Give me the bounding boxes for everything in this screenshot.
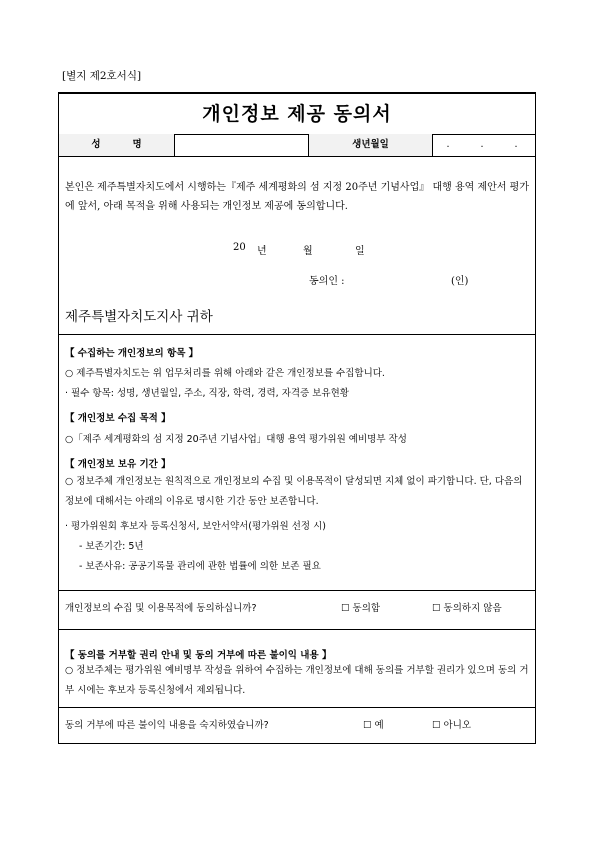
birthdate-field[interactable]: . . . — [446, 139, 532, 150]
birthdate-label: 생년월일 — [309, 134, 433, 156]
purpose-line-1: ○「제주 세계평화의 섬 지정 20주년 기념사업」대행 용역 평가위원 예비명부 작성 — [65, 434, 407, 445]
date-year: 20 — [233, 242, 246, 253]
period-line-2: · 평가위원회 후보자 등록신청서, 보안서약서(평가위원 선정 시) — [65, 521, 326, 532]
date-month-unit: 월 — [303, 246, 313, 257]
form-number: [별지 제2호서식] — [62, 70, 142, 82]
yes-checkbox[interactable]: ☐ 예 — [363, 720, 384, 731]
name-label: 성명 — [59, 134, 175, 156]
collection-consent-row — [59, 589, 535, 630]
refusal-rights-section — [59, 629, 535, 708]
seal-mark: (인) — [451, 276, 469, 287]
name-field[interactable] — [175, 134, 309, 156]
period-line-4: - 보존사유: 공공기록물 관리에 관한 법률에 의한 보존 필요 — [79, 561, 321, 572]
refusal-line-1: ○ 정보주체는 평가위원 예비명부 작성을 위하여 수집하는 개인정보에 대해 동의를 거부할 권리가 있으며 동의 거부 시에는 후보자 등록신청에서 제외됩니다. — [65, 665, 529, 696]
refusal-acknowledge-row — [59, 707, 535, 744]
items-heading: 【 수집하는 개인정보의 항목 】 — [65, 348, 199, 359]
period-line-3: - 보존기간: 5년 — [79, 541, 144, 552]
date-year-unit: 년 — [257, 246, 267, 257]
period-line-1: ○ 정보주체 개인정보는 원칙적으로 개인정보의 수집 및 이용목적이 달성되면 지체 없이 파기합니다. 단, 다음의 정보에 대해서는 아래의 이유로 명시한 기간 동안 보존합니다. — [65, 476, 523, 507]
refusal-acknowledge-question: 동의 거부에 따른 불이익 내용을 숙지하였습니까? — [65, 720, 269, 731]
period-heading: 【 개인정보 보유 기간 】 — [65, 459, 171, 470]
collection-details-section — [59, 334, 535, 591]
applicant-info-row — [59, 134, 535, 157]
collection-consent-question: 개인정보의 수집 및 이용목적에 동의하십니까? — [65, 603, 257, 614]
date-day-unit: 일 — [355, 246, 365, 257]
no-checkbox[interactable]: ☐ 아니오 — [432, 720, 472, 731]
items-line-1: ○ 제주특별자치도는 위 업무처리를 위해 아래와 같은 개인정보를 수집합니다. — [65, 368, 385, 379]
consent-intro-text: 본인은 제주특별자치도에서 시행하는『제주 세계평화의 섬 지정 20주년 기념사업』 대행 용역 제안서 평가에 앞서, 아래 목적을 위해 사용되는 개인정보 제공에 동의합니다. — [65, 182, 529, 212]
purpose-heading: 【 개인정보 수집 목적 】 — [65, 413, 171, 424]
addressee: 제주특별자치도지사 귀하 — [65, 309, 213, 325]
consenter-line — [309, 272, 529, 287]
refusal-heading: 【 동의를 거부할 권리 안내 및 동의 거부에 따른 불이익 내용 】 — [65, 650, 332, 661]
consenter-label: 동의인 : — [309, 276, 345, 287]
form-title: 개인정보 제공 동의서 — [59, 94, 535, 135]
consent-form — [58, 92, 536, 744]
items-line-2: · 필수 항목: 성명, 생년월일, 주소, 직장, 학력, 경력, 자격증 보유현황 — [65, 388, 349, 399]
disagree-checkbox[interactable]: ☐ 동의하지 않음 — [432, 603, 502, 614]
agree-checkbox[interactable]: ☐ 동의함 — [341, 603, 381, 614]
